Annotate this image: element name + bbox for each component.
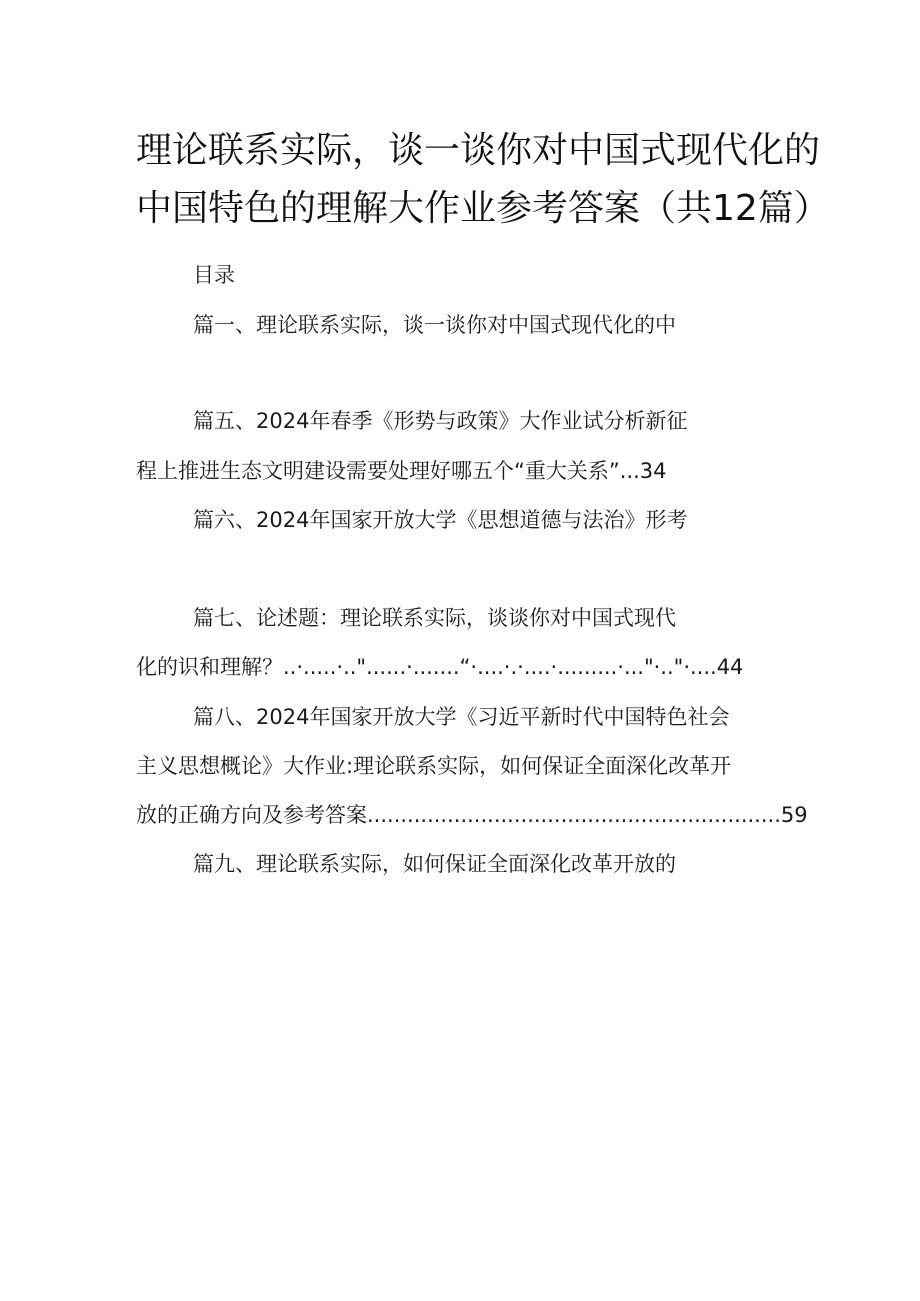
toc-entry-9-line-1[interactable]: 篇九、理论联系实际，如何保证全面深化改革开放的 (193, 852, 676, 876)
toc-entry-5-line-1[interactable]: 篇五、2024年春季《形势与政策》大作业试分析新征 (193, 409, 688, 433)
toc-entry-5-line-2[interactable]: 程上推进生态文明建设需要处理好哪五个“重大关系”...34 (136, 459, 667, 483)
document-title (136, 122, 836, 238)
title-line-2: 中国特色的理解大作业参考答案（共12篇） (136, 188, 830, 229)
toc-heading: 目录 (193, 263, 235, 287)
toc-entry-6-line-1[interactable]: 篇六、2024年国家开放大学《思想道德与法治》形考 (193, 508, 688, 532)
title-line-1: 理论联系实际，谈一谈你对中国式现代化的 (136, 130, 821, 171)
toc-entry-8-line-3[interactable]: 放的正确方向及参考答案..............................................................59 (136, 803, 808, 827)
toc-entry-7-line-1[interactable]: 篇七、论述题：理论联系实际，谈谈你对中国式现代 (193, 606, 676, 630)
toc-entry-8-line-1[interactable]: 篇八、2024年国家开放大学《习近平新时代中国特色社会 (193, 705, 730, 729)
toc-entry-8-line-2[interactable]: 主义思想概论》大作业:理论联系实际，如何保证全面深化改革开 (136, 754, 732, 778)
toc-entry-1-line-1[interactable]: 篇一、理论联系实际，谈一谈你对中国式现代化的中 (193, 313, 676, 337)
toc-entry-7-line-2[interactable]: 化的识和理解？..·.....·.."......·.......“·....·.·....·.........·..."·.."·....44 (136, 655, 744, 679)
